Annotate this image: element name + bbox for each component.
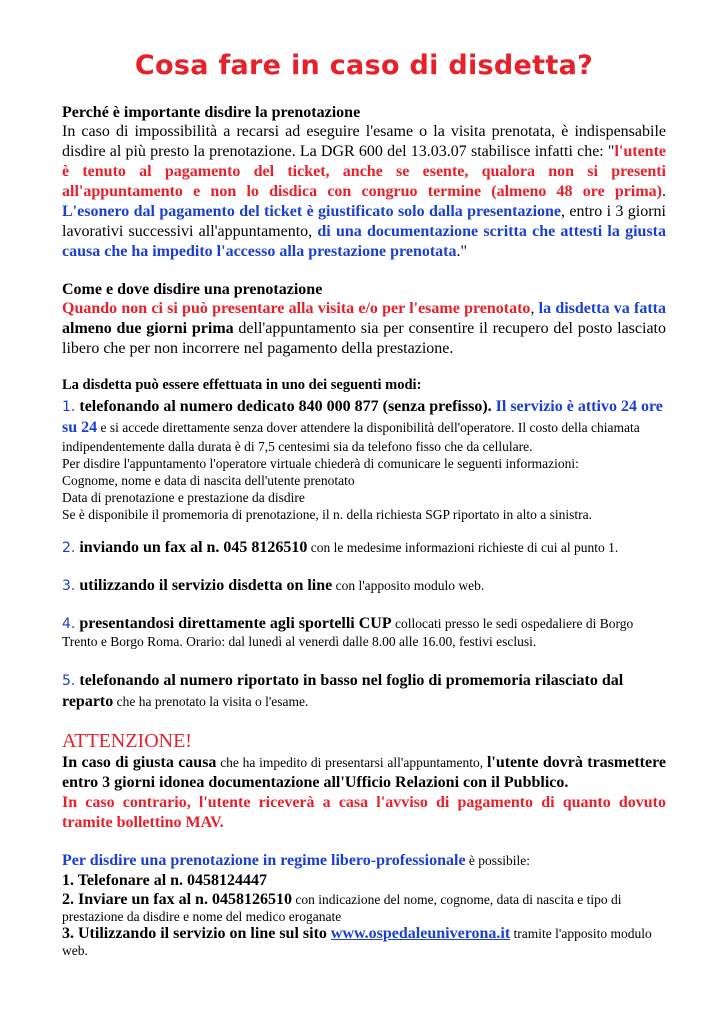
section-why-body	[62, 122, 666, 262]
method-1-line-4: Data di prenotazione e prestazione da disdire	[62, 490, 305, 505]
section-how-heading: Come e dove disdire una prenotazione	[62, 281, 323, 298]
spacer	[62, 595, 666, 615]
attention-heading: ATTENZIONE!	[62, 730, 192, 752]
attention-text-bold-1: In caso di giusta causa	[62, 754, 217, 771]
method-1-title: telefonando al numero dedicato 840 000 877 (senza prefisso).	[75, 398, 492, 415]
method-item-1	[62, 396, 666, 523]
section-attention	[62, 729, 666, 833]
section-private	[62, 851, 666, 959]
method-3-number: 3.	[62, 578, 76, 594]
spacer	[62, 523, 666, 539]
method-2-number: 2.	[62, 540, 76, 556]
private-option-2-title: 2. Inviare un fax al n. 0458126510	[62, 891, 292, 908]
section-how-body	[62, 299, 666, 359]
method-3-title: utilizzando il servizio disdetta on line	[75, 577, 333, 594]
spacer	[62, 359, 666, 375]
section-methods-heading: La disdetta può essere effettuata in uno dei seguenti modi:	[62, 377, 422, 393]
method-1-line-3: Cognome, nome e data di nascita dell'utente prenotato	[62, 473, 355, 488]
method-5-text: che ha prenotato la visita o l'esame.	[113, 694, 309, 709]
private-option-1: 1. Telefonare al n. 0458124447	[62, 872, 268, 889]
spacer	[62, 262, 666, 280]
method-1-number: 1.	[62, 399, 76, 415]
spacer	[62, 650, 666, 670]
how-text-5: dell'appuntamento sia per consentire il recupero del posto lasciato libero che per non incorrere nel pagamento della prestazione.	[62, 320, 666, 357]
attention-warning: In caso contrario, l'utente riceverà a casa l'avviso di pagamento di quanto dovuto tramite bollettino MAV.	[62, 794, 666, 831]
method-1-line-2: Per disdire l'appuntamento l'operatore virtuale chiederà di comunicare le seguenti informazioni:	[62, 456, 579, 471]
private-option-2	[62, 891, 666, 925]
attention-text-bold-2: l'utente dovrà trasmettere entro 3 giorni idonea documentazione all'Ufficio Relazioni con il Pubblico.	[62, 754, 666, 791]
private-intro-blue: Per disdire una prenotazione in regime libero-professionale	[62, 852, 466, 869]
why-text-7: ."	[456, 243, 468, 260]
method-1-availability: Il servizio è attivo 24 ore su 24	[62, 398, 663, 436]
spacer	[62, 712, 666, 729]
method-1-text: e si accede direttamente senza dover attendere la disponibilità dell'operatore. Il costo della chiamata indipendentemente dalla durata è di 7,5 centesimi sia da telefono fisso che da cellulare.	[62, 420, 640, 454]
attention-text-2: che ha impedito di presentarsi all'appuntamento,	[216, 755, 487, 770]
why-text-blue-2: di una documentazione scritta che attesti la giusta causa che ha impedito l'accesso alla prestazione prenotata	[62, 223, 667, 260]
how-text-blue: la disdetta va fatta	[538, 300, 667, 317]
method-1-line-5: Se è disponibile il promemoria di prenotazione, il n. della richiesta SGP riportato in alto a sinistra.	[62, 507, 593, 522]
website-link[interactable]: www.ospedaleuniverona.it	[330, 925, 511, 942]
section-methods	[62, 375, 666, 712]
why-text-blue-1: L'esonero dal pagamento del ticket è giustificato solo dalla presentazione	[62, 203, 562, 220]
spacer	[62, 557, 666, 577]
private-intro-text: è possibile:	[465, 853, 531, 868]
section-why	[62, 103, 666, 262]
why-text-1: In caso di impossibilità a recarsi ad eseguire l'esame o la visita prenotata, è indispensabile disdire al più presto la prenotazione. La DGR 600 del 13.03.07 stabilisce infatti che: "	[62, 123, 666, 160]
private-intro	[62, 851, 666, 871]
private-option-3-text: tramite l'apposito modulo web.	[62, 926, 652, 958]
private-option-3-title: 3. Utilizzando il servizio on line sul sito	[62, 925, 331, 942]
section-why-heading: Perché è importante disdire la prenotazione	[62, 104, 361, 121]
method-4-text: collocati presso le sedi ospedaliere di Borgo Trento e Borgo Roma. Orario: dal lunedì al venerdì dalle 8.00 alle 16.00, festivi esclusi.	[62, 616, 634, 649]
spacer	[62, 833, 666, 851]
method-4-title: presentandosi direttamente agli sportelli CUP	[75, 615, 392, 632]
why-text-red: l'utente è tenuto al pagamento del ticket, anche se esente, qualora non si presenti all'appuntamento e non lo disdica con congruo termine (almeno 48 ore prima)	[62, 143, 666, 200]
why-text-3: .	[662, 183, 666, 200]
method-3-text: con l'apposito modulo web.	[332, 578, 485, 593]
why-text-5: , entro i 3 giorni lavorativi successivi all'appuntamento,	[62, 203, 666, 240]
method-item-5	[62, 670, 666, 712]
section-how	[62, 280, 666, 359]
how-text-red: Quando non ci si può presentare alla visita e/o per l'esame prenotato	[62, 300, 531, 317]
method-2-title: inviando un fax al n. 045 8126510	[75, 539, 308, 556]
method-item-2	[62, 539, 666, 557]
method-4-number: 4.	[62, 616, 76, 632]
private-option-3	[62, 925, 666, 959]
method-item-3	[62, 577, 666, 595]
document-page	[62, 50, 666, 959]
method-5-number: 5.	[62, 673, 76, 689]
how-text-bold: almeno due giorni prima	[62, 320, 234, 337]
method-2-text: con le medesime informazioni richieste di cui al punto 1.	[307, 540, 619, 555]
method-item-4	[62, 615, 666, 650]
method-5-title: telefonando al numero riportato in basso nel foglio di promemoria rilasciato dal reparto	[62, 672, 624, 710]
page-title: Cosa fare in caso di disdetta?	[134, 50, 594, 81]
attention-body	[62, 753, 666, 793]
private-option-2-text: con indicazione del nome, cognome, data di nascita e tipo di prestazione da disdire e nome del medico eroganate	[62, 892, 622, 924]
how-text-2: ,	[530, 300, 539, 317]
